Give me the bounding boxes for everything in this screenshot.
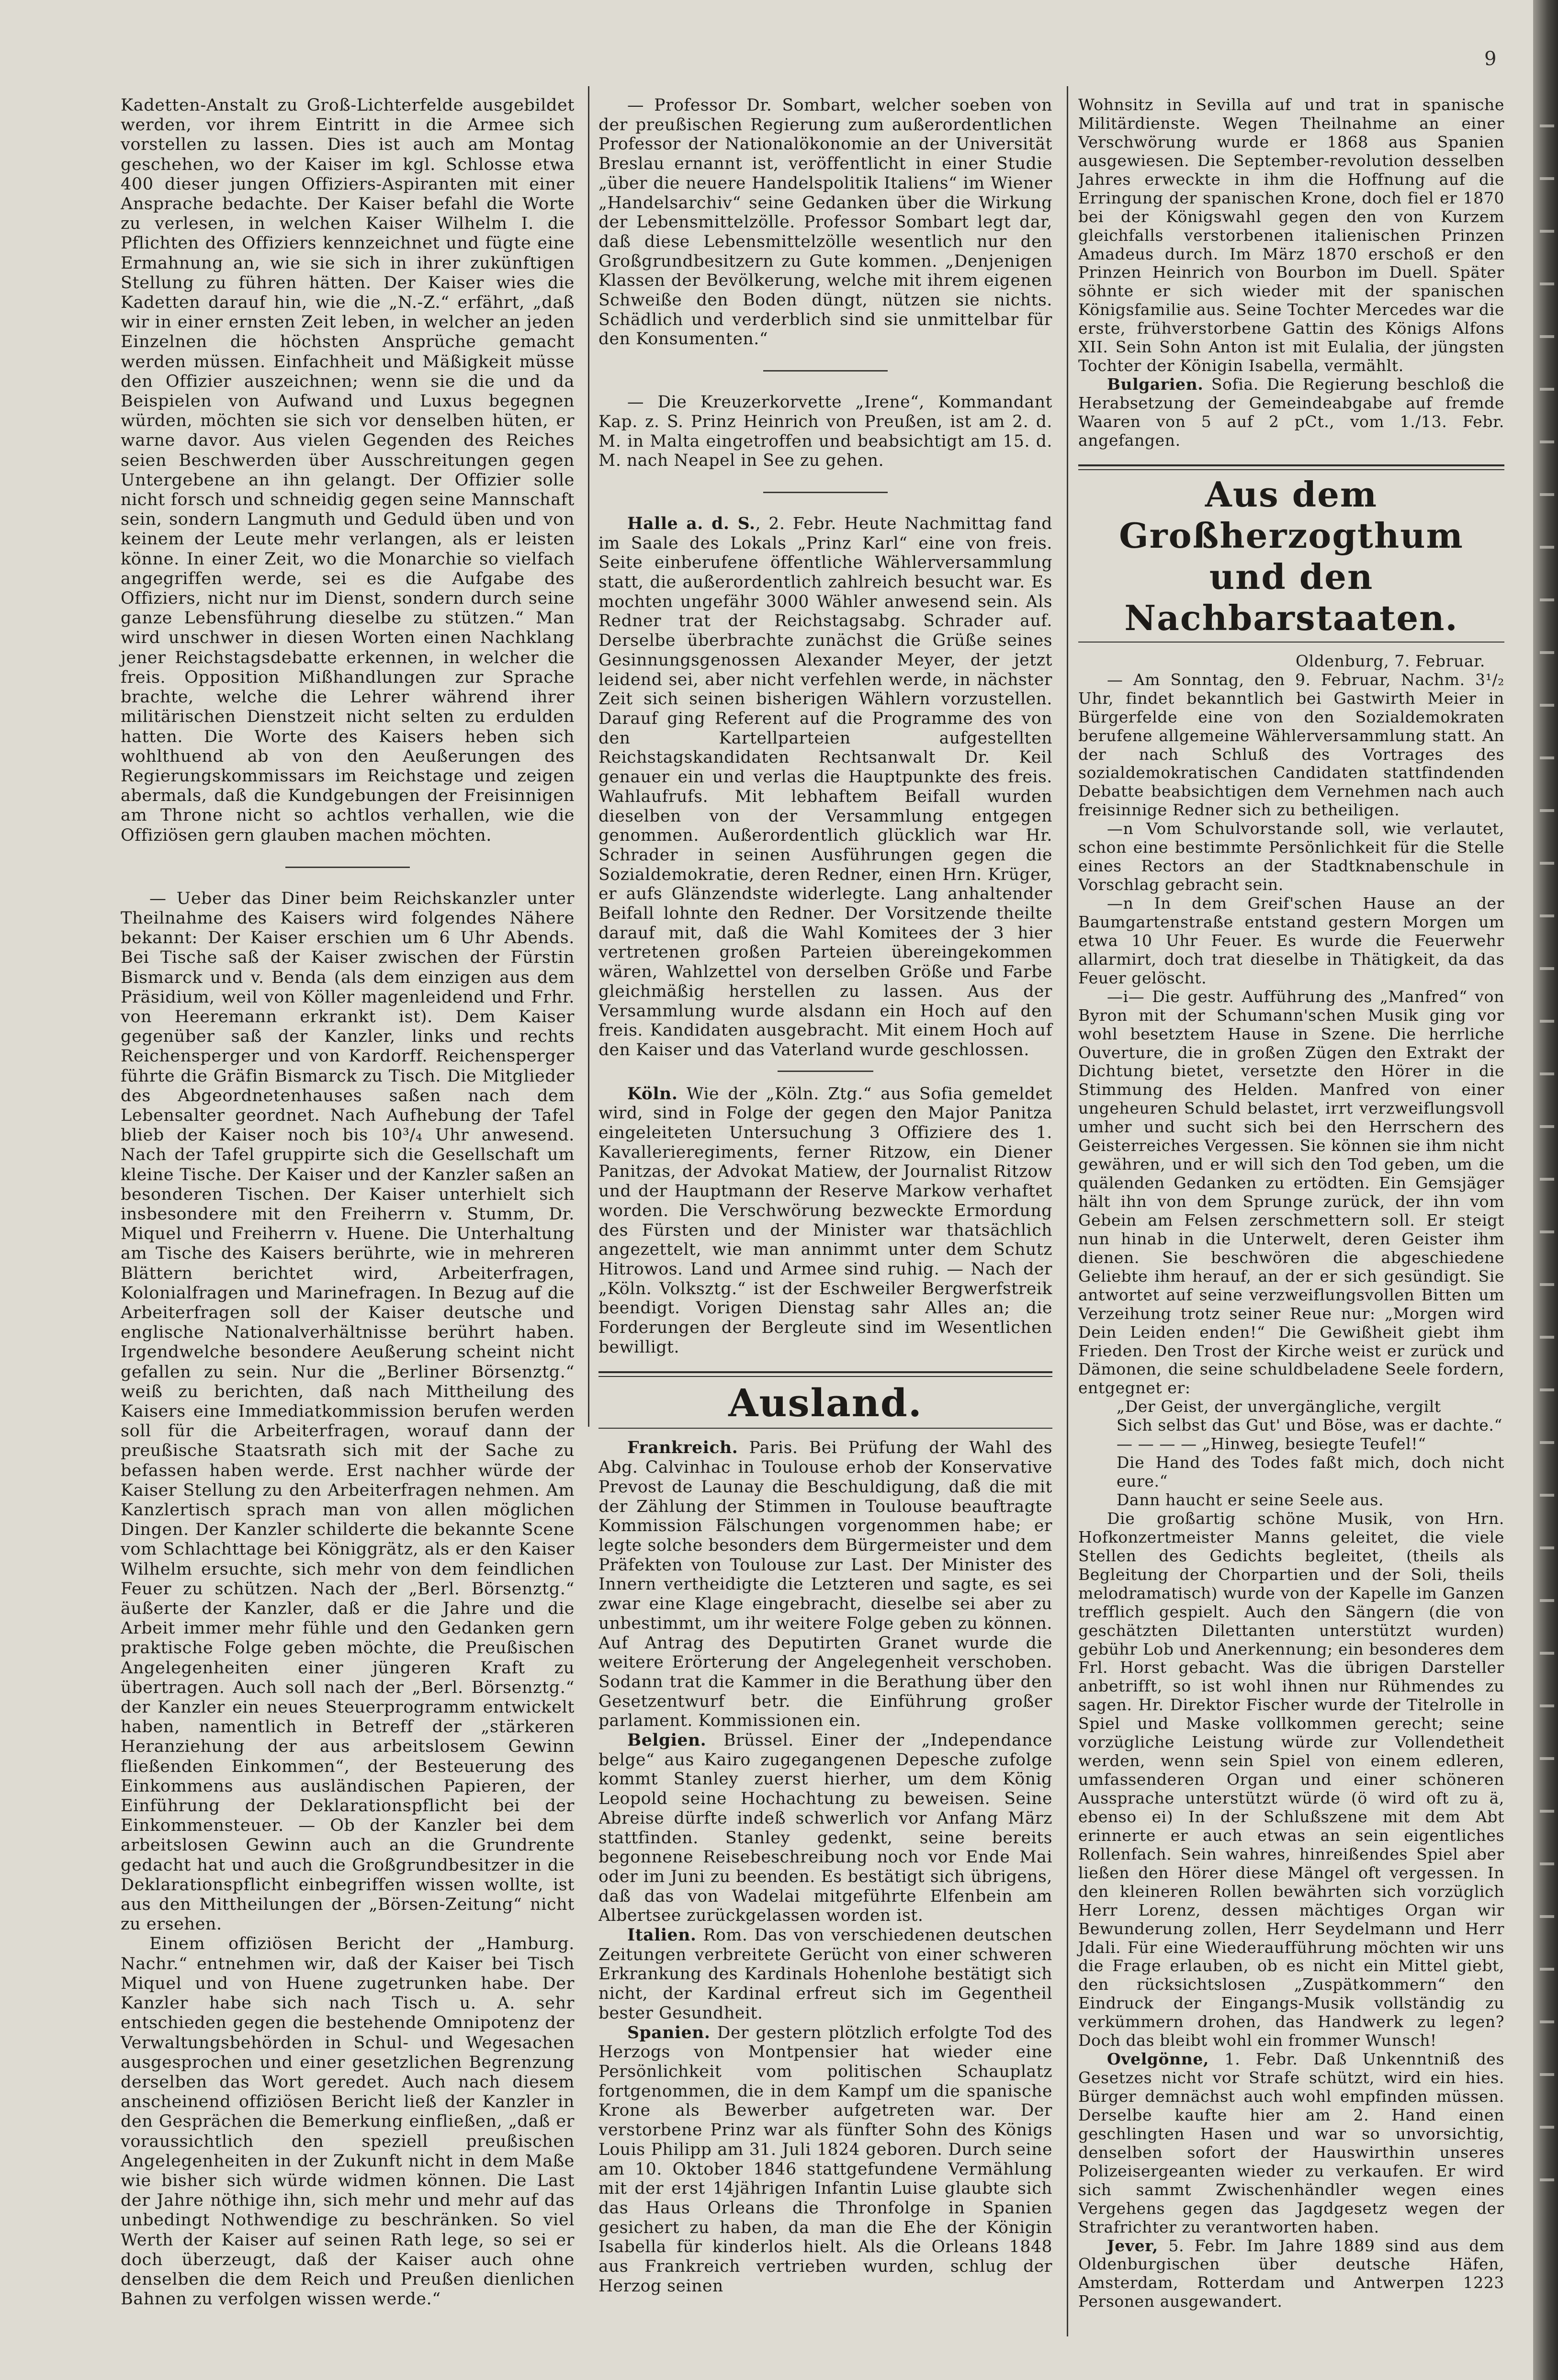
article-dateline-lead: Halle a. d. S. [627, 514, 756, 533]
article-dateline-lead: Bulgarien. [1107, 375, 1204, 394]
section-rule [598, 1428, 1052, 1429]
binding-edge [1533, 0, 1558, 2380]
binding-mark [1540, 1915, 1554, 1918]
section-rule [1078, 642, 1504, 643]
article-dateline-lead: Belgien. [627, 1731, 707, 1750]
binding-mark [1540, 756, 1554, 759]
binding-mark [1540, 1546, 1554, 1549]
binding-mark [1540, 598, 1554, 601]
binding-mark [1540, 1862, 1554, 1865]
article-separator [763, 492, 888, 493]
article-text: — Die Kreuzerkorvette „Irene“, Kommandant Kap. z. S. Prinz Heinrich von Preußen, ist am 2. d. M. in Malta eingetroffen und beabsichtigt am 15. d. M. nach Neapel in See zu gehen. [598, 393, 1052, 471]
binding-mark [1540, 651, 1554, 654]
binding-mark [1540, 230, 1554, 233]
binding-mark [1540, 282, 1554, 285]
article-paragraph [1078, 820, 1504, 894]
binding-mark [1540, 1494, 1554, 1497]
section-rule [1078, 464, 1504, 466]
binding-mark [1540, 1757, 1554, 1760]
article-paragraph [121, 96, 575, 846]
article-paragraph [1078, 96, 1504, 375]
section-rule [598, 1376, 1052, 1377]
article-paragraph [598, 393, 1052, 471]
binding-mark [1540, 1125, 1554, 1128]
binding-mark [1540, 1388, 1554, 1391]
section-heading-block [598, 1371, 1052, 1429]
dateline: Oldenburg, 7. Februar. [1295, 651, 1485, 670]
binding-mark [1540, 335, 1554, 338]
article-paragraph [1078, 988, 1504, 1398]
article-text: Brüssel. Einer der „Independance belge“ aus Kairo zugegangenen Depesche zufolge kommt Stanley zuerst hierher, um dem König Leopold seine Hochachtung zu beweisen. Seine Abreise dürfte indeß schwerlich vor Anfang März stattfinden. Stanley gedenkt, seine bereits begonnene Reisebeschreibung noch vor Ende Mai oder im Juni zu beenden. Es bestätigt sich übrigens, daß das von Wadelai mitgeführte Elfenbein am Albertsee zurückgelassen worden ist. [598, 1731, 1052, 1926]
article-paragraph [598, 1731, 1052, 1926]
article-dateline-lead: Italien. [627, 1926, 697, 1945]
binding-mark [1540, 1178, 1554, 1181]
section-heading: Aus dem Großherzogthum und den Nachbarstaaten. [1119, 474, 1464, 638]
article-text: Paris. Bei Prüfung der Wahl des Abg. Calvinhac in Toulouse erhob der Konservative Prevost de Launay die Beschuldigung, daß die mit der Zählung der Stimmen in Toulouse beauftragte Kommission Fälschungen vorgenommen habe; er legte solche besonders dem Bürgermeister und dem Präfekten von Toulouse zur Last. Der Minister des Innern vertheidigte die Letzteren und sagte, es sei zwar eine Klage eingebracht, dieselbe sei aber zu unbestimmt, um ihr weitere Folge geben zu können. Auf Antrag des Deputirten Granet wurde die weitere Erörterung der Angelegenheit verschoben. Sodann trat die Kammer in die Berathung über den Gesetzentwurf betr. die Einführung großer parlament. Kommissionen ein. [598, 1438, 1052, 1731]
article-text: 1. Febr. Daß Unkenntniß des Gesetzes nicht vor Strafe schützt, wird ein hies. Bürger demnächst auch wohl empfinden müssen. Derselbe kaufte hier am 2. Hand einen geschlingten Hasen und war so unvorsichtig, denselben sofort der Hauswirthin unseres Polizeisergeanten wieder zu verkaufen. Er wird sich sammt Zwischenhändler wegen eines Vergehens gegen das Jagdgesetz wegen der Strafrichter zu verantworten haben. [1078, 2050, 1504, 2236]
verse-line: Die Hand des Todes faßt mich, doch nicht eure.“ [1117, 1453, 1504, 1491]
article-dateline-lead: Köln. [627, 1084, 678, 1104]
section-rule [1078, 469, 1504, 470]
binding-mark [1540, 1020, 1554, 1023]
article-paragraph [598, 1926, 1052, 2023]
binding-mark [1540, 1652, 1554, 1655]
article-paragraph [1078, 375, 1504, 450]
binding-mark [1540, 1704, 1554, 1707]
article-paragraph [598, 1438, 1052, 1731]
article-text: — Am Sonntag, den 9. Februar, Nachm. 3¹/₂ Uhr, findet bekanntlich bei Gastwirth Meier in Bürgerfelde eine von den Sozialdemokraten berufene allgemeine Wählerversammlung statt. An der nach Schluß des Vortrages des sozialdemokratischen Candidaten stattfindenden Debatte beabsichtigen dem Vernehmen nach auch freisinnige Redner sich zu betheiligen. [1078, 670, 1504, 820]
binding-mark [1540, 1810, 1554, 1813]
article-dateline-lead: Spanien. [627, 2023, 711, 2042]
column-rule [588, 86, 589, 1427]
column-right [1078, 96, 1504, 2311]
article-separator [285, 867, 410, 868]
article-paragraph [121, 1934, 575, 2309]
section-rule [598, 1371, 1052, 1373]
article-separator [763, 370, 888, 372]
article-separator [778, 1071, 873, 1072]
article-paragraph [598, 2023, 1052, 2296]
article-text: Die großartig schöne Musik, von Hrn. Hofkonzertmeister Manns geleitet, die viele Stellen des Gedichts begleitet, (theils als Begleitung der Chorpartien und der Soli, theils melodramatisch) wurde von der Kapelle im Ganzen trefflich gespielt. Auch den Sängern (die von geschätzten Dilettanten unterstützt wurden) gebühr Lob und Anerkennung; ein besonderes dem Frl. Horst gebacht. Was die übrigen Darsteller anbetrifft, so ist wohl ihnen nur Rühmendes zu sagen. Hr. Direktor Fischer wurde der Titelrolle in Spiel und Maske vollkommen gerecht; seine vorzügliche Leistung würde zur Vollendetheit werden, wenn sein Spiel von einem edleren, umfassenderen Organ und einer schöneren Aussprache unterstützt würde (ö wird oft zu ä, ebenso ei) In der Schlußszene mit dem Abt erinnerte er auch etwas an sein eigentliches Rollenfach. Sein wahres, hinreißendes Spiel aber ließen den Hörer diese Mängel oft vergessen. In den kleineren Rollen bewährten sich vorzüglich Herr Lorenz, dessen mächtiges Organ wir Bewunderung zollen, Herr Seydelmann und Herr Jdali. Für eine Wiederaufführung möchten wir uns die Frage erlauben, ob es nicht ein Mittel giebt, den rücksichtslosen „Zuspätkommern“ den Eindruck der Eingangs-Musik vollständig zu verkümmern drohen, das Handwerk zu legen? Doch das bleibt wohl ein frommer Wunsch! [1078, 1509, 1504, 2050]
binding-mark [1540, 2073, 1554, 2076]
article-paragraph [1078, 1510, 1504, 2050]
column-rule [1067, 86, 1068, 2336]
article-paragraph [598, 514, 1052, 1060]
binding-mark [1540, 388, 1554, 391]
article-text: Sofia. Die Regierung beschloß die Herabsetzung der Gemeindeabgabe auf fremde Waaren von 5 auf 2 pCt., vom 1./13. Febr. angefangen. [1078, 375, 1504, 450]
article-text: — Professor Dr. Sombart, welcher soeben von der preußischen Regierung zum außerordentlichen Professor der Nationalökonomie an der Universität Breslau ernannt ist, veröffentlicht in einer Studie „über die neuere Handelspolitik Italiens“ im Wiener „Handelsarchiv“ seine Gedanken über die Wirkung der Lebensmittelzölle. Professor Sombart legt dar, daß diese Lebensmittelzölle wesentlich nur den Großgrundbesitzern zu Gute kommen. „Denjenigen Klassen der Bevölkerung, welche mit ihrem eigenen Schweiße den Boden düngt, nützen sie nichts. Schädlich und verderblich sind sie unmittelbar für den Konsumenten.“ [598, 96, 1052, 349]
article-text: Einem offiziösen Bericht der „Hamburg. Nachr.“ entnehmen wir, daß der Kaiser bei Tisch Miquel und von Huene zugetrunken habe. Der Kanzler habe sich nach Tisch u. A. sehr entschieden gegen die bestehende Omnipotenz der Verwaltungsbehörden in Schul- und Wegesachen ausgesprochen und einer gesetzlichen Begrenzung derselben das Wort geredet. Auch nach diesem anscheinend offiziösen Bericht ließ der Kanzler in den Gesprächen die Bemerkung einfließen, „daß er voraussichtlich den speziell preußischen Angelegenheiten in der Zukunft nicht in dem Maße wie bisher sich würde widmen können. Die Last der Jahre nöthige ihn, sich mehr und mehr auf das unbedingt Nothwendige zu beschränken. So viel Werth der Kaiser auf seinen Rath lege, so sei er doch überzeugt, daß der Kaiser auch ohne denselben die dem Reich und Preußen dienlichen Bahnen zu verfolgen wissen werde.“ [121, 1934, 575, 2309]
article-paragraph [598, 1084, 1052, 1357]
verse-line: „Der Geist, der unvergängliche, vergilt [1117, 1397, 1441, 1416]
article-paragraph [598, 96, 1052, 349]
section-heading-block [1078, 464, 1504, 643]
binding-mark [1540, 440, 1554, 443]
binding-mark [1540, 177, 1554, 180]
binding-mark [1540, 704, 1554, 707]
binding-mark [1540, 967, 1554, 970]
page-number: 9 [1484, 48, 1497, 70]
article-text: —i— Die gestr. Aufführung des „Manfred“ von Byron mit der Schumann'schen Musik ging vor wohl besetztem Hause in Szene. Die herrliche Ouverture, die in großen Zügen den Extrakt der Dichtung bietet, versetzte den Hörer in die Stimmung des Helden. Manfred von einer ungeheuren Schuld belastet, irrt verzweiflungsvoll umher und sucht sich bei den Herrschern des Geisterreiches Vergessen. Sie können sie ihm nicht gewähren, und er will sich den Tod geben, um die quälenden Gedanken zu ertödten. Ein Gemsjäger hält ihn von dem Sprunge zurück, der ihn vom Gebein am Felsen zerschmettern soll. Er steigt nun hinab in die Unterwelt, deren Geister ihm dienen. Sie beschwören die abgeschiedene Geliebte ihm herauf, an der er sich gesündigt. Sie antwortet auf seine verzweiflungsvollen Bitten um Verzeihung trotz seiner Reue nur: „Morgen wird Dein Leiden enden!“ Die Gewißheit giebt ihm Frieden. Den Trost der Kirche weist er zurück und Dämonen, die seine schuldbeladene Seele fordern, entgegnet er: [1078, 987, 1504, 1398]
article-text: — Ueber das Diner beim Reichskanzler unter Theilnahme des Kaisers wird folgendes Nähere bekannt: Der Kaiser erschien um 6 Uhr Abends. Bei Tische saß der Kaiser zwischen der Fürstin Bismarck und v. Benda (als dem einzigen aus dem Präsidium, weil von Köller magenleidend und Frhr. von Heeremann erkrankt ist). Dem Kaiser gegenüber saß der Kanzler, links und rechts Reichensperger und von Kardorff. Reichensperger führte die Gräfin Bismarck zu Tisch. Die Mitglieder des Abgeordnetenhauses saßen nach dem Lebensalter geordnet. Nach Aufhebung der Tafel blieb der Kaiser noch bis 10³/₄ Uhr anwesend. Nach der Tafel gruppirte sich die Gesellschaft um kleine Tische. Der Kaiser und der Kanzler saßen an besonderen Tischen. Der Kaiser unterhielt sich insbesondere mit den Freiherrn v. Stumm, Dr. Miquel und Freiherrn v. Huene. Die Unterhaltung am Tische des Kaisers berührte, wie in mehreren Blättern berichtet wird, Arbeiterfragen, Kolonialfragen und Marinefragen. In Bezug auf die Arbeiterfragen soll der Kaiser deutsche und englische Nationalverhältnisse berührt haben. Irgendwelche besondere Aeußerung scheint nicht gefallen zu sein. Nur die „Berliner Börsenztg.“ weiß zu berichten, daß nach Mittheilung des Kaisers eine Immediatkommission berufen werden soll für die Arbeiterfragen, worauf dann der preußische Staatsrath sich mit der Sache zu befassen haben werde. Erst nachher würde der Kaiser Stellung zu den Arbeiterfragen nehmen. Am Kanzlertisch sprach man von allen möglichen Dingen. Der Kanzler schilderte die bekannte Scene vom Schlachttage bei Königgrätz, als er den Kaiser Wilhelm ersuchte, sich mehr von dem feindlichen Feuer zu schützen. Nach der „Berl. Börsenztg.“ äußerte der Kanzler, daß er die Jahre und die Arbeit immer mehr fühle und den Gedanken gern praktische Folge geben möchte, die Preußischen Angelegenheiten einer jüngeren Kraft zu übertragen. Auch soll nach der „Berl. Börsenztg.“ der Kanzler ein neues Steuerprogramm entwickelt haben, namentlich in Betreff der „stärkeren Heranziehung der aus arbeitslosem Gewinn fließenden Einkommen“, der Besteuerung des Einkommens aus ausländischen Papieren, der Einführung der Deklarationspflicht bei der Einkommensteuer. — Ob der Kanzler bei dem arbeitslosen Gewinn auch an die Grundrente gedacht hat und auch die Großgrundbesitzer in die Deklarationspflicht einbegriffen wissen wollte, ist aus den Mittheilungen der „Börsen-Zeitung“ nicht zu ersehen. [121, 889, 575, 1934]
column-left [121, 96, 575, 2309]
binding-mark [1540, 809, 1554, 812]
verse-line: Dann haucht er seine Seele aus. [1117, 1490, 1384, 1509]
binding-mark [1540, 2126, 1554, 2129]
binding-mark [1540, 1336, 1554, 1339]
binding-mark [1540, 1441, 1554, 1444]
binding-mark [1540, 493, 1554, 496]
article-text: Wohnsitz in Sevilla auf und trat in spanische Militärdienste. Wegen Theilnahme an einer Verschwörung wurde er 1868 aus Spanien ausgewiesen. Die September-revolution desselben Jahres erweckte in ihm die Hoffnung auf die Erringung der spanischen Krone, doch fiel er 1870 bei der Königswahl gegen den von Kurzem gleichfalls verstorbenen italienischen Prinzen Amadeus durch. Im März 1870 erschoß er den Prinzen Heinrich von Bourbon im Duell. Später söhnte er sich wieder mit der spanischen Königsfamilie aus. Seine Tochter Mercedes war die erste, frühverstorbene Gattin des Königs Alfons XII. Sein Sohn Anton ist mit Eulalia, der jüngsten Tochter der Königin Isabella, vermählt. [1078, 95, 1504, 375]
article-text: 5. Febr. Im Jahre 1889 sind aus dem Oldenburgischen über deutsche Häfen, Amsterdam, Rotterdam und Antwerpen 1223 Personen ausgewandert. [1078, 2236, 1504, 2311]
binding-mark [1540, 1968, 1554, 1971]
binding-mark [1540, 124, 1554, 127]
binding-mark [1540, 2178, 1554, 2181]
binding-mark [1540, 914, 1554, 917]
article-paragraph [1078, 2050, 1504, 2236]
column-middle [598, 96, 1052, 2296]
section-heading: Ausland. [728, 1380, 923, 1426]
verse-line: Sich selbst das Gut' und Böse, was er dachte.“ [1117, 1416, 1502, 1435]
article-text: —n In dem Greif'schen Hause an der Baumgartenstraße entstand gestern Morgen um etwa 10 Uhr Feuer. Es wurde die Feuerwehr allarmirt, doch trat dieselbe in Thätigkeit, da das Feuer gelöscht. [1078, 894, 1504, 987]
article-dateline-lead: Ovelgönne, [1107, 2050, 1209, 2069]
binding-mark [1540, 1599, 1554, 1602]
binding-mark [1540, 1230, 1554, 1233]
article-text: Wie der „Köln. Ztg.“ aus Sofia gemeldet wird, sind in Folge der gegen den Major Panitza eingeleiteten Untersuchung 3 Offiziere des 1. Kavallerieregiments, ferner Ritzow, ein Diener Panitzas, der Advokat Matiew, der Journalist Ritzow und der Hauptmann der Reserve Markow verhaftet worden. Die Verschwörung bezweckte Ermordung des Fürsten und der Minister war thatsächlich angezettelt, wie man annimmt unter dem Schutz Hitrowos. Land und Armee sind ruhig. — Nach der „Köln. Volksztg.“ ist der Eschweiler Bergwerfstreik beendigt. Vorigen Dienstag sahr Alles an; die Forderungen der Bergleute sind im Wesentlichen bewilligt. [598, 1084, 1052, 1357]
article-dateline-lead: Jever, [1107, 2236, 1158, 2255]
article-text: Rom. Das von verschiedenen deutschen Zeitungen verbreitete Gerücht von einer schweren Erkrankung des Kardinals Hohenlohe bestätigt sich nicht, der Kardinal erfreut sich im Gegentheil bester Gesundheit. [598, 1926, 1052, 2023]
binding-mark [1540, 546, 1554, 549]
article-paragraph [121, 889, 575, 1935]
binding-mark [1540, 2020, 1554, 2023]
article-text: —n Vom Schulvorstande soll, wie verlautet, schon eine bestimmte Persönlichkeit für die Stelle eines Rectors an der Stadtknabenschule in Vorschlag gebracht sein. [1078, 819, 1504, 894]
verse-line: — — — — „Hinweg, besiegte Teufel!“ [1117, 1434, 1426, 1454]
binding-mark [1540, 1072, 1554, 1075]
article-paragraph [1078, 2237, 1504, 2312]
article-text: , 2. Febr. Heute Nachmittag fand im Saale des Lokals „Prinz Karl“ eine von freis. Seite einberufene öffentliche Wählerversammlung statt, die außerordentlich zahlreich besucht war. Es mochten ungefähr 3000 Wähler anwesend sein. Als Redner trat der Reichstagsabg. Schrader auf. Derselbe überbrachte zunächst die Grüße seines Gesinnungsgenossen Alexander Meyer, der jetzt leidend sei, aber nicht verfehlen werde, in nächster Zeit sich seinen bisherigen Wählern vorzustellen. Darauf ging Referent auf die Programme des von den Kartellparteien aufgestellten Reichstagskandidaten Rechtsanwalt Dr. Keil genauer ein und verlas die Hauptpunkte des freis. Wahlaufrufs. Mit lebhaftem Beifall wurden dieselben von der Versammlung entgegen genommen. Außerordentlich glücklich war Hr. Schrader in seinen Ausführungen gegen die Sozialdemokratie, deren Redner, einen Hrn. Krüger, er aufs Glänzendste widerlegte. Lang anhaltender Beifall lohnte den Redner. Der Vorsitzende theilte darauf mit, daß die Wahl Komitees der 3 hier vertretenen großen Parteien übereingekommen wären, Wahlzettel von derselben Größe und Farbe gleichmäßig herstellen zu lassen. Aus der Versammlung wurde alsdann ein Hoch auf den freis. Kandidaten ausgebracht. Mit einem Hoch auf den Kaiser und das Vaterland wurde geschlossen. [598, 514, 1052, 1060]
article-text: Der gestern plötzlich erfolgte Tod des Herzogs von Montpensier hat wieder eine Persönlichkeit vom politischen Schauplatz fortgenommen, die in dem Kampf um die spanische Krone als Bewerber aufgetreten war. Der verstorbene Prinz war als fünfter Sohn des Königs Louis Philipp am 31. Juli 1824 geboren. Durch seine am 10. Oktober 1846 stattgefundene Vermählung mit der erst 14jährigen Infantin Luise glaubte sich das Haus Orleans die Thronfolge in Spanien gesichert zu haben, da man die Ehe der Königin Isabella für kinderlos hielt. Als die Orleans 1848 aus Frankreich vertrieben wurden, schlug der Herzog seinen [598, 2023, 1052, 2296]
binding-mark [1540, 1283, 1554, 1286]
article-dateline-lead: Frankreich. [627, 1438, 738, 1458]
article-paragraph [1078, 894, 1504, 988]
article-text: Kadetten-Anstalt zu Groß-Lichterfelde ausgebildet werden, vor ihrem Eintritt in die Armee sich vorstellen zu lassen. Dies ist auch am Montag geschehen, wo der Kaiser im kgl. Schlosse etwa 400 dieser jungen Offiziers-Aspiranten mit einer Ansprache bedachte. Der Kaiser befahl die Worte zu verlesen, in welchen Kaiser Wilhelm I. die Pflichten des Offiziers kennzeichnet und fügte eine Ermahnung an, wie sie sich in ihrer zukünftigen Stellung zu führen hätten. Der Kaiser wies die Kadetten darauf hin, wie die „N.-Z.“ erfährt, „daß wir in einer ernsten Zeit leben, in welcher an jeden Einzelnen die höchsten Ansprüche gemacht werden müssen. Einfachheit und Mäßigkeit müsse den Offizier auszeichnen; wenn sie die und da Beispielen von Aufwand und Luxus begegnen würden, möchten sie sich vor denselben hüten, er warne davor. Aus vielen Gegenden des Reiches seien Beschwerden über Ausschreitungen gegen Untergebene an ihn gelangt. Der Offizier solle nicht forsch und schneidig gegen seine Mannschaft sein, sondern Langmuth und Geduld üben und von keinem der Leute mehr verlangen, als er leisten könne. In einer Zeit, wo die Monarchie so vielfach angegriffen werde, sei es die Aufgabe des Offiziers, nicht nur im Dienst, sondern durch seine ganze Lebensführung dieselbe zu stützen.“ Man wird unschwer in diesen Worten einen Nachklang jener Reichstagsdebatte erkennen, in welcher die freis. Opposition Mißhandlungen zur Sprache brachte, welche die Lehrer während ihrer militärischen Dienstzeit nicht selten zu erdulden hatten. Die Worte des Kaisers heben sich wohlthuend ab von den Aeußerungen des Regierungskommissars im Reichstage und zeigen abermals, daß die Kundgebungen der Freisinnigen am Throne nicht so achtlos verhallen, wie die Offiziösen gern glauben machen möchten. [121, 96, 575, 845]
article-paragraph [1078, 671, 1504, 820]
binding-mark [1540, 862, 1554, 865]
